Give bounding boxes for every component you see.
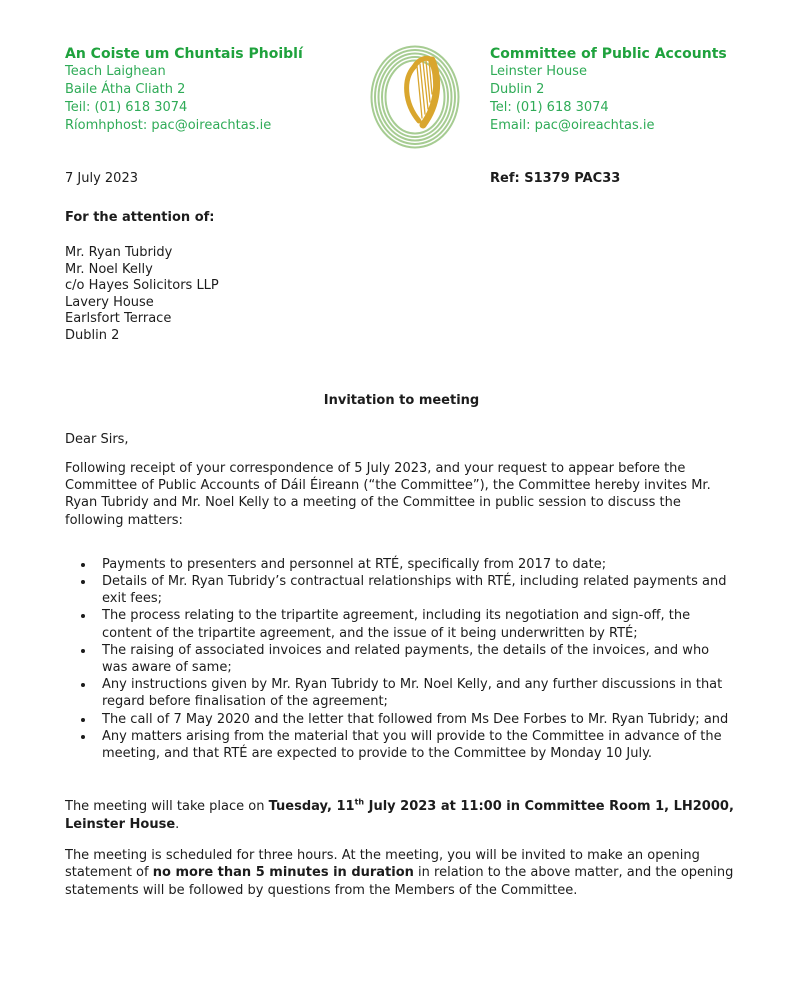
recipient-line: Mr. Noel Kelly <box>65 261 153 277</box>
letterhead-line: Baile Átha Cliath 2 <box>65 82 186 97</box>
oireachtas-logo <box>370 45 490 149</box>
letter-reference: Ref: S1379 PAC33 <box>490 171 621 186</box>
meeting-topics-list <box>65 556 738 762</box>
letterhead-line: Teach Laighean <box>65 64 166 79</box>
meeting-prefix: The meeting will take place on <box>65 799 269 815</box>
letterhead-line: Email: pac@oireachtas.ie <box>490 118 655 133</box>
meeting-bold-end: July 2023 at 11:00 in Committee Room 1, LH2000, Leinster House <box>65 799 734 833</box>
letterhead-english-lines <box>490 63 738 135</box>
recipient-line: Lavery House <box>65 294 154 310</box>
letterhead-line: Tel: (01) 618 3074 <box>490 100 609 115</box>
letterhead <box>65 45 738 149</box>
closing-part1: The meeting is scheduled for three hours. At the meeting, you will be invited to make an opening statement of <box>65 848 700 881</box>
letter-date: 7 July 2023 <box>65 171 138 186</box>
letterhead-irish-block <box>65 45 370 135</box>
bullet-item: • The process relating to the tripartite agreement, including its negotiation and sign-off, the content of the tripartite agreement, and the issue of it being underwritten by RTÉ; <box>95 607 738 641</box>
bullet-item: • Any matters arising from the material that you will provide to the Committee in advance of the meeting, and that RTÉ are expected to provide to the Committee by Monday 10 July. <box>95 728 738 762</box>
letterhead-english-title: Committee of Public Accounts <box>490 46 727 62</box>
bullet-item: • Payments to presenters and personnel at RTÉ, specifically from 2017 to date; <box>95 556 738 573</box>
letterhead-line: Leinster House <box>490 64 587 79</box>
meeting-details-paragraph <box>65 798 738 834</box>
letterhead-irish-lines <box>65 63 370 135</box>
closing-part2: in relation to the above matter, and the opening statements will be followed by questions from the Members of the Committee. <box>65 865 734 898</box>
bullet-item: • Any instructions given by Mr. Ryan Tubridy to Mr. Noel Kelly, and any further discussions in that regard before finalisation of the agreement; <box>95 676 738 710</box>
recipient-line: c/o Hayes Solicitors LLP <box>65 278 219 293</box>
letterhead-line: Ríomhphost: pac@oireachtas.ie <box>65 118 272 133</box>
recipient-address-block <box>65 245 738 344</box>
letterhead-line: Teil: (01) 618 3074 <box>65 100 188 115</box>
closing-paragraph <box>65 847 738 899</box>
date-ref-row <box>65 171 738 186</box>
harp-icon <box>370 45 464 149</box>
salutation-text: Dear Sirs, <box>65 432 129 447</box>
meeting-suffix: . <box>175 817 180 833</box>
letterhead-line: Dublin 2 <box>490 82 545 97</box>
bullet-item: • The raising of associated invoices and related payments, the details of the invoices, and who was aware of same; <box>95 642 738 676</box>
attention-label: For the attention of: <box>65 210 215 225</box>
intro-paragraph: Following receipt of your correspondence of 5 July 2023, and your request to appear before the Committee of Public Accounts of Dáil Éireann (“the Committee”), the Committee hereby invites Mr. Ryan Tubridy and Mr. Noel Kelly to a meeting of the Committee in public session to discuss the following matters: <box>65 461 711 528</box>
recipient-line: Mr. Ryan Tubridy <box>65 245 173 260</box>
letterhead-irish-title: An Coiste um Chuntais Phoiblí <box>65 46 303 62</box>
recipient-line: Dublin 2 <box>65 327 120 343</box>
ordinal-superscript: th <box>354 797 365 807</box>
bullet-item: • Details of Mr. Ryan Tubridy’s contractual relationships with RTÉ, including related payments and exit fees; <box>95 573 738 607</box>
subject-title: Invitation to meeting <box>323 393 480 408</box>
recipient-line: Earlsfort Terrace <box>65 311 172 326</box>
closing-bold: no more than 5 minutes in duration <box>152 865 414 881</box>
letterhead-english-block <box>490 45 738 135</box>
bullet-item: • The call of 7 May 2020 and the letter that followed from Ms Dee Forbes to Mr. Ryan Tubridy; and <box>95 711 738 728</box>
meeting-bold-start: Tuesday, 11 <box>268 799 355 815</box>
